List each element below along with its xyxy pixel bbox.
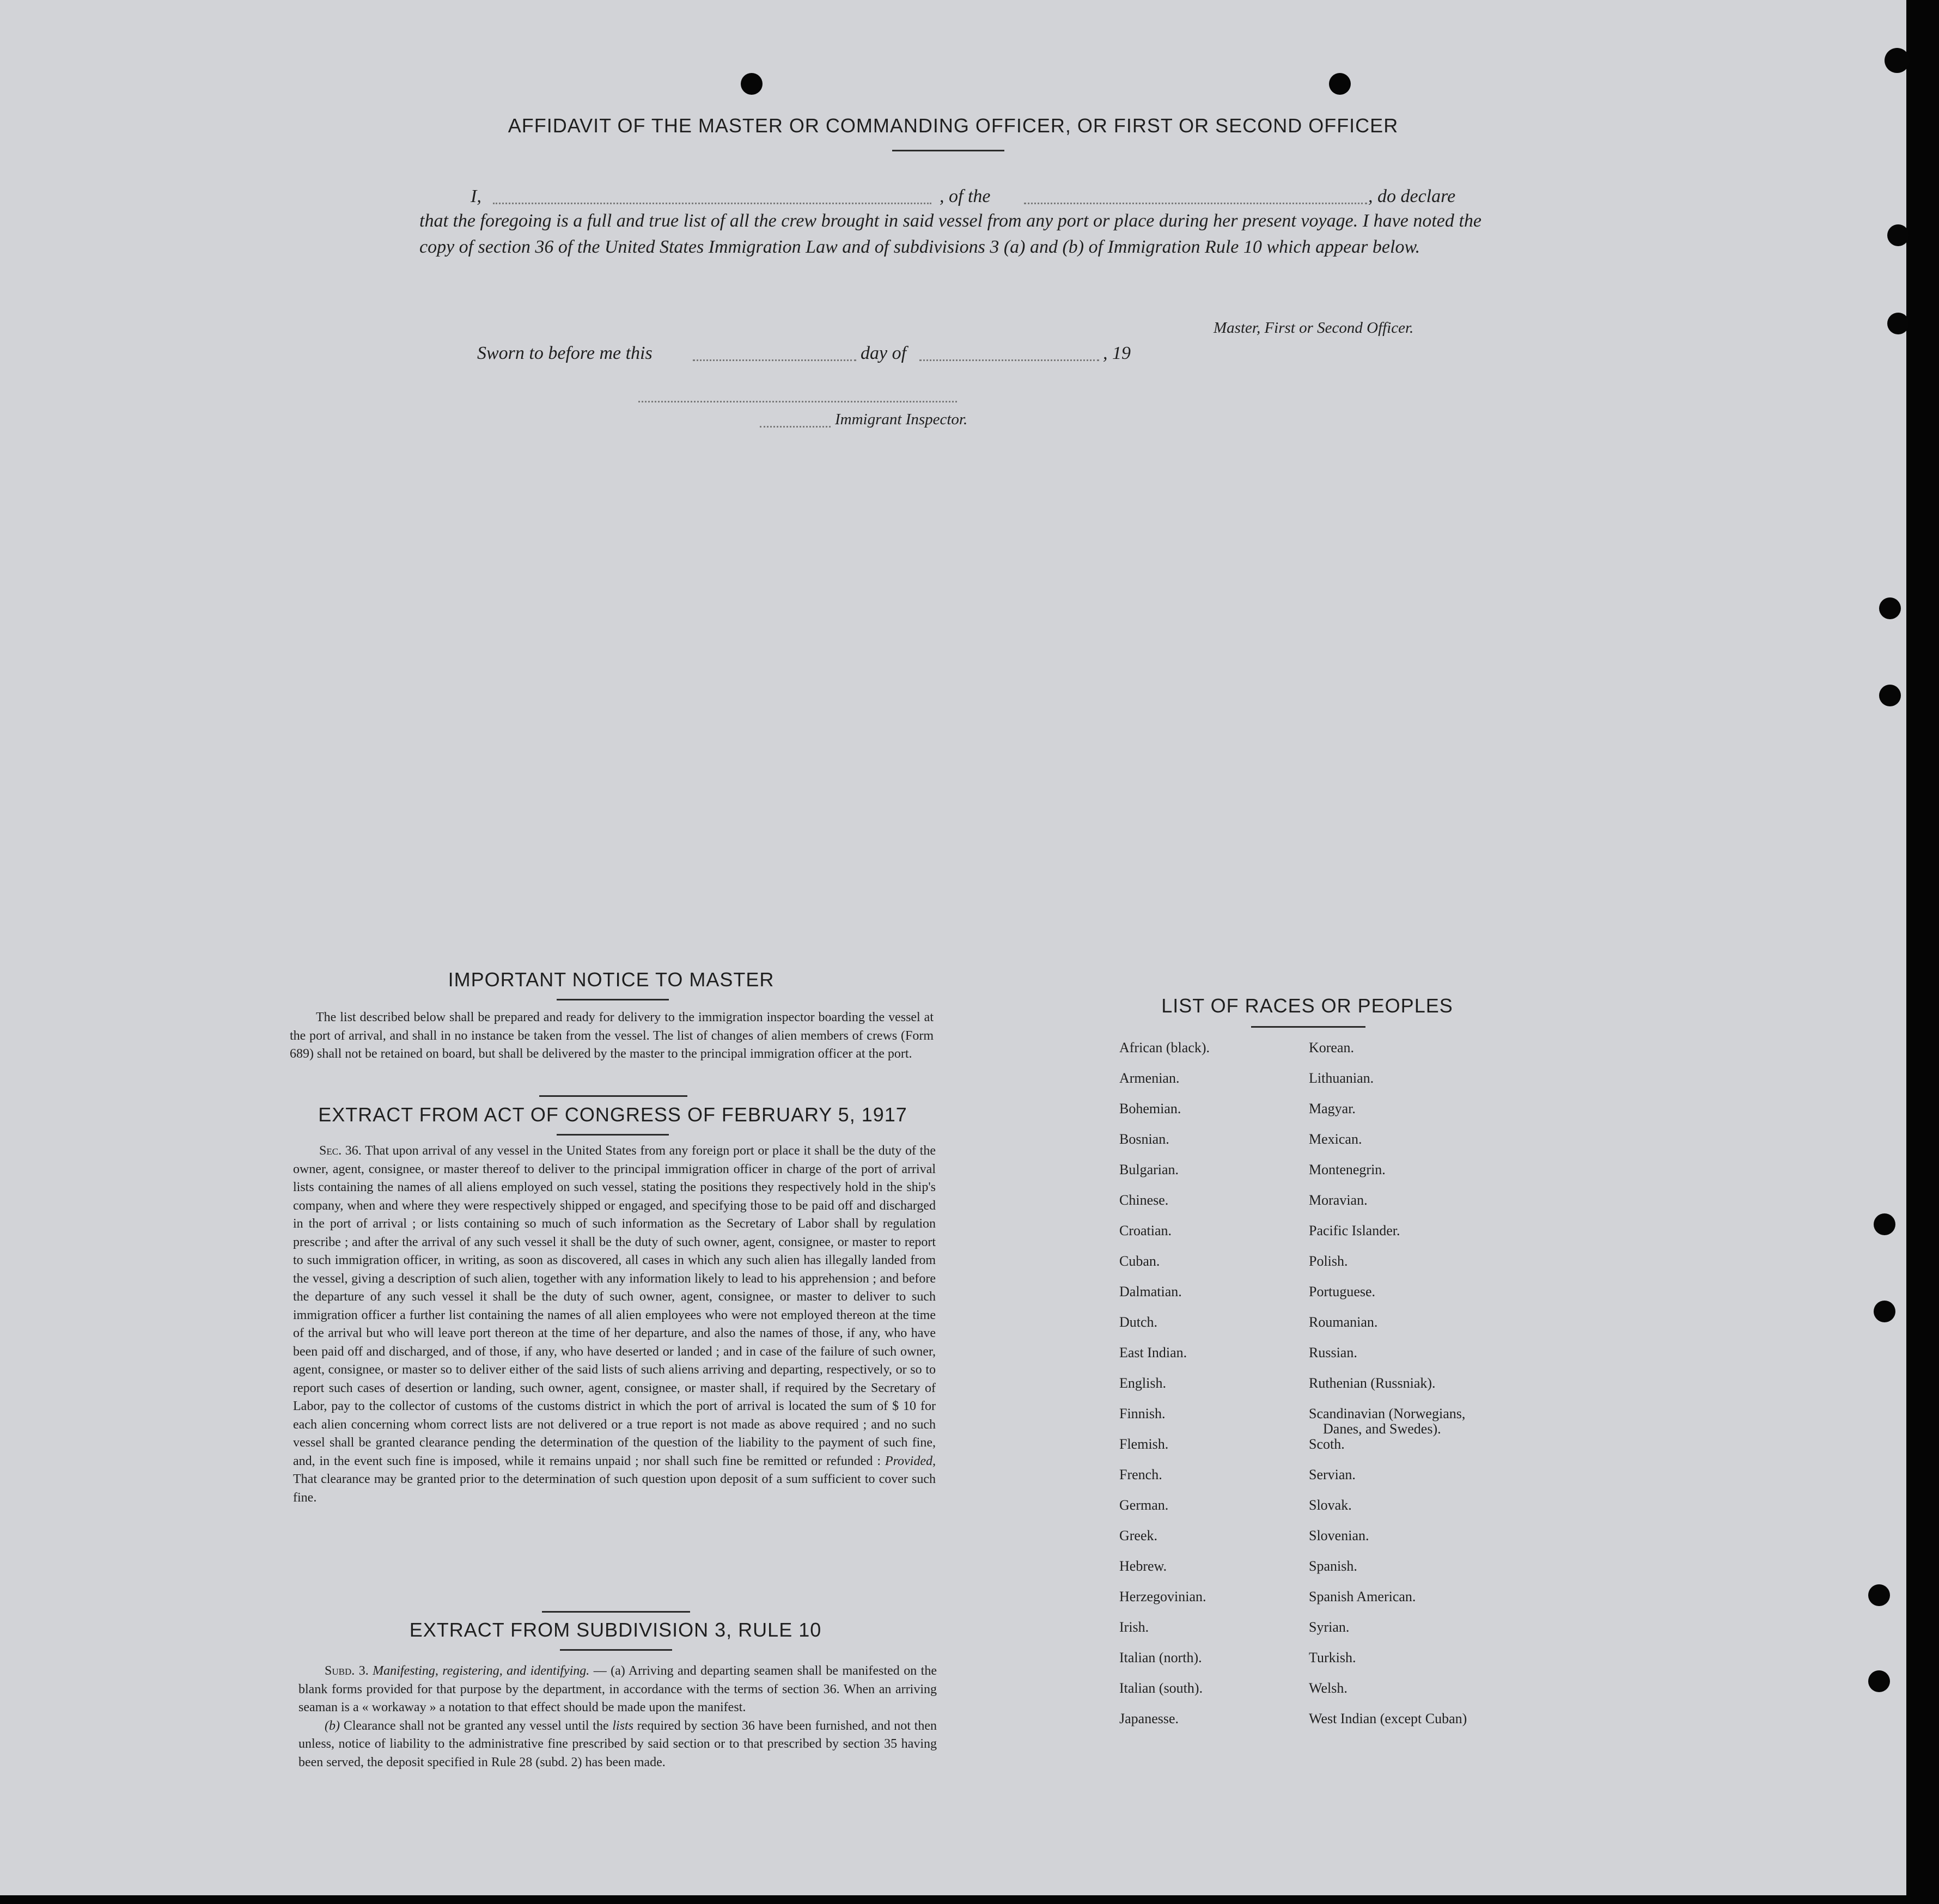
rule-a-paragraph [298, 1662, 937, 1717]
race-item [1309, 1284, 1467, 1315]
race-label: Ruthenian (Russniak). [1309, 1375, 1436, 1391]
race-item [1119, 1528, 1210, 1559]
race-label: Bohemian. [1119, 1101, 1181, 1116]
rule-a-text: — (a) Arriving and departing seamen shall be manifested on the blank forms provided for that purpose by the department, in accordance with the terms of section 36. When an arriving seaman is a « workaway » a notation to that effect should be made upon the manifest. [298, 1664, 937, 1714]
race-label: Scandinavian (Norwegians, [1309, 1406, 1466, 1421]
race-label: Scoth. [1309, 1436, 1345, 1452]
affidavit-paragraph: that the foregoing is a full and true list of all the crew brought in said vessel from any port or place during her present voyage. I have noted the copy of section 36 of the United States Immigration Law and of subdivisions 3 (a) and (b) of Immigration Rule 10 which appear below. [419, 211, 1481, 257]
race-item [1309, 1467, 1467, 1498]
race-label: Moravian. [1309, 1192, 1368, 1208]
race-item [1309, 1132, 1467, 1162]
affidavit-line-i: I, [471, 186, 481, 206]
notice-title-underline [557, 999, 669, 1000]
race-item [1119, 1711, 1210, 1742]
race-label: Greek. [1119, 1528, 1158, 1543]
subd-heading: Manifesting, registering, and identifying. [373, 1664, 590, 1678]
race-item [1309, 1223, 1467, 1254]
race-label: West Indian (except Cuban) [1309, 1711, 1467, 1726]
sworn-prefix: Sworn to before me this [477, 343, 653, 363]
inspector-dots-lead [760, 426, 831, 428]
rule-title-overline [542, 1611, 690, 1613]
race-label: Slovak. [1309, 1497, 1352, 1513]
punch-hole [1885, 48, 1910, 73]
race-item [1119, 1071, 1210, 1101]
act-title: EXTRACT FROM ACT OF CONGRESS OF FEBRUARY 5, 1917 [318, 1103, 907, 1126]
race-item [1119, 1040, 1210, 1071]
race-item [1309, 1650, 1467, 1681]
race-label: Irish. [1119, 1619, 1149, 1635]
punch-hole [1874, 1213, 1895, 1235]
race-item [1119, 1620, 1210, 1650]
race-label: Japanesse. [1119, 1711, 1179, 1726]
race-label: Lithuanian. [1309, 1070, 1374, 1086]
races-column-2 [1309, 1040, 1467, 1742]
vessel-field[interactable] [1024, 203, 1367, 204]
race-label: Roumanian. [1309, 1314, 1378, 1330]
race-label: Portuguese. [1309, 1284, 1376, 1299]
race-label-continuation: Danes, and Swedes). [1323, 1421, 1441, 1437]
race-label: Italian (north). [1119, 1650, 1202, 1665]
title-underline [892, 150, 1004, 151]
act-body-end: That clearance may be granted prior to the determination of such question upon deposit of a sum sufficient to cover such fine. [293, 1472, 936, 1505]
master-signature-label: Master, First or Second Officer. [1214, 319, 1414, 337]
race-label: Mexican. [1309, 1131, 1362, 1147]
act-provided: Provided, [885, 1454, 936, 1468]
race-item [1119, 1162, 1210, 1193]
race-item [1309, 1162, 1467, 1193]
races-title-underline [1251, 1026, 1365, 1028]
rule-b-label: (b) [325, 1718, 340, 1733]
race-label: Korean. [1309, 1040, 1355, 1055]
race-item [1309, 1528, 1467, 1559]
rule-title: EXTRACT FROM SUBDIVISION 3, RULE 10 [409, 1619, 822, 1641]
race-label: Flemish. [1119, 1436, 1169, 1452]
race-label: Croatian. [1119, 1223, 1172, 1238]
race-label: Servian. [1309, 1467, 1356, 1482]
sworn-month-field[interactable] [919, 359, 1099, 361]
race-item [1309, 1315, 1467, 1345]
name-field[interactable] [493, 203, 931, 204]
race-label: Slovenian. [1309, 1528, 1369, 1543]
race-item [1309, 1589, 1467, 1620]
notice-paragraph: The list described below shall be prepared and ready for delivery to the immigration inspector boarding the vessel at the port of arrival, and shall in no instance be taken from the vessel. The list of changes of alien members of crews (Form 689) shall not be retained on board, but shall be delivered by the master to the principal immigration officer at the port. [290, 1010, 934, 1061]
race-label: Hebrew. [1119, 1558, 1167, 1574]
race-label: Russian. [1309, 1345, 1357, 1360]
race-label: German. [1119, 1497, 1169, 1513]
race-item [1309, 1376, 1467, 1406]
act-title-overline [539, 1095, 687, 1097]
race-item [1309, 1040, 1467, 1071]
race-label: Herzegovinian. [1119, 1589, 1206, 1604]
race-item [1309, 1254, 1467, 1284]
punch-hole [1887, 224, 1909, 246]
act-body: That upon arrival of any vessel in the United States from any foreign port or place it shall be the duty of the owner, agent, consignee, or master thereof to deliver to the principal immigration officer in charge of the port of arrival lists containing the names of all aliens employed on such vessel, stating the positions they respectively hold in the ship's company, when and where they were respectively shipped or engaged, and specifying those to be paid off and discharged in the port of arrival ; or lists containing so much of such information as the Secretary of Labor shall by regulation prescribe ; and after the arrival of any such vessel it shall be the duty of such owner, agent, consignee, or master to report to such immigration officer, in writing, as soon as discovered, all cases in which any such alien has illegally landed from the vessel, giving a description of such alien, together with any information likely to lead to his apprehension ; and before the departure of any such vessel it shall be the duty of such owner, agent, consignee, or master to deliver to such immigration officer a further list containing the names of all alien employees who were not employed thereon at the time of the arrival but who will leave port thereon at the time of her departure, and also the names of those, if any, who have been paid off and discharged, and of those, if any, who have deserted or landed ; and in case of the failure of such owner, agent, consignee, or master so to deliver either of the said lists of such aliens arriving and departing, respectively, or so to report such cases of desertion or landing, such owner, agent, consignee, or master shall, if required by the Secretary of Labor, pay to the collector of customs of the customs district in which the port of arrival is located the sum of $ 10 for each alien concerning whom correct lists are not delivered or a true report is not made as above required ; and no such vessel shall be granted clearance pending the determination of the question of the liability to the payment of such fine, and, in the event such fine is imposed, while it remains unpaid ; nor shall such fine be remitted or refunded : [293, 1144, 936, 1468]
race-item [1119, 1498, 1210, 1528]
race-label: English. [1119, 1375, 1166, 1391]
affidavit-declare: , do declare [1368, 186, 1456, 206]
subd-label: Subd. 3. [325, 1664, 369, 1678]
punch-hole [1879, 685, 1901, 706]
race-item [1309, 1559, 1467, 1589]
race-label: French. [1119, 1467, 1162, 1482]
race-label: Welsh. [1309, 1680, 1347, 1696]
race-item [1119, 1315, 1210, 1345]
race-label: Polish. [1309, 1253, 1348, 1269]
race-label: East Indian. [1119, 1345, 1187, 1360]
race-item [1119, 1101, 1210, 1132]
rule-b-text-1: Clearance shall not be granted any vessel until the [343, 1718, 609, 1733]
race-label: Montenegrin. [1309, 1162, 1386, 1177]
race-item [1309, 1406, 1467, 1437]
race-item [1119, 1559, 1210, 1589]
rule-title-underline [560, 1649, 672, 1651]
race-item [1309, 1071, 1467, 1101]
punch-hole [1887, 313, 1909, 334]
year-prefix: , 19 [1103, 343, 1131, 363]
race-item [1119, 1223, 1210, 1254]
sworn-day-field[interactable] [693, 359, 856, 361]
race-label: Magyar. [1309, 1101, 1356, 1116]
inspector-label: Immigrant Inspector. [835, 411, 968, 428]
race-label: Bulgarian. [1119, 1162, 1179, 1177]
race-item [1119, 1437, 1210, 1467]
notice-text [290, 1009, 934, 1064]
race-item [1309, 1437, 1467, 1467]
race-item [1309, 1193, 1467, 1223]
rule-b-text-2: required by section 36 have been furnished, and not then unless, notice of liability to the administrative fine prescribed by said section or to that prescribed by section 35 having been served, the deposit specified in Rule 28 (subd. 2) has been made. [298, 1718, 937, 1769]
race-item [1119, 1284, 1210, 1315]
race-label: Finnish. [1119, 1406, 1166, 1421]
race-item [1309, 1498, 1467, 1528]
race-item [1119, 1193, 1210, 1223]
punch-hole [1874, 1301, 1895, 1322]
rule-b-paragraph [298, 1717, 937, 1772]
race-item [1119, 1132, 1210, 1162]
race-item [1119, 1376, 1210, 1406]
race-item [1119, 1254, 1210, 1284]
act-title-underline [557, 1134, 669, 1136]
race-label: Spanish. [1309, 1558, 1357, 1574]
race-item [1309, 1681, 1467, 1711]
race-label: Italian (south). [1119, 1680, 1203, 1696]
notice-title: IMPORTANT NOTICE TO MASTER [448, 968, 775, 991]
race-label: Cuban. [1119, 1253, 1160, 1269]
race-label: Turkish. [1309, 1650, 1356, 1665]
race-label: Chinese. [1119, 1192, 1169, 1208]
race-item [1119, 1650, 1210, 1681]
punch-hole [1329, 73, 1351, 95]
race-label: African (black). [1119, 1040, 1210, 1055]
race-item [1309, 1101, 1467, 1132]
race-label: Dutch. [1119, 1314, 1158, 1330]
race-item [1119, 1589, 1210, 1620]
sec-label: Sec. 36. [319, 1144, 362, 1158]
race-label: Dalmatian. [1119, 1284, 1182, 1299]
act-paragraph [293, 1142, 936, 1507]
race-item [1119, 1345, 1210, 1376]
race-item [1119, 1681, 1210, 1711]
punch-hole [1879, 597, 1901, 619]
race-item [1309, 1620, 1467, 1650]
race-label: Spanish American. [1309, 1589, 1416, 1604]
punch-hole [741, 73, 763, 95]
punch-hole [1868, 1670, 1890, 1692]
race-label: Bosnian. [1119, 1131, 1169, 1147]
race-item [1119, 1467, 1210, 1498]
affidavit-of-the: , of the [940, 186, 991, 206]
race-item [1119, 1406, 1210, 1437]
race-label: Pacific Islander. [1309, 1223, 1400, 1238]
rule-b-lists: lists [612, 1718, 634, 1733]
punch-hole [1868, 1584, 1890, 1606]
affidavit-title: AFFIDAVIT OF THE MASTER OR COMMANDING OFFICER, OR FIRST OR SECOND OFFICER [508, 114, 1399, 137]
race-item [1309, 1711, 1467, 1742]
rule-text [298, 1662, 937, 1772]
race-item [1309, 1345, 1467, 1376]
act-text [293, 1142, 936, 1507]
race-label: Syrian. [1309, 1619, 1350, 1635]
day-of-label: day of [861, 343, 907, 363]
races-title: LIST OF RACES OR PEOPLES [1161, 994, 1453, 1017]
race-label: Armenian. [1119, 1070, 1180, 1086]
races-column-1 [1119, 1040, 1210, 1742]
inspector-signature-field[interactable] [638, 401, 957, 402]
